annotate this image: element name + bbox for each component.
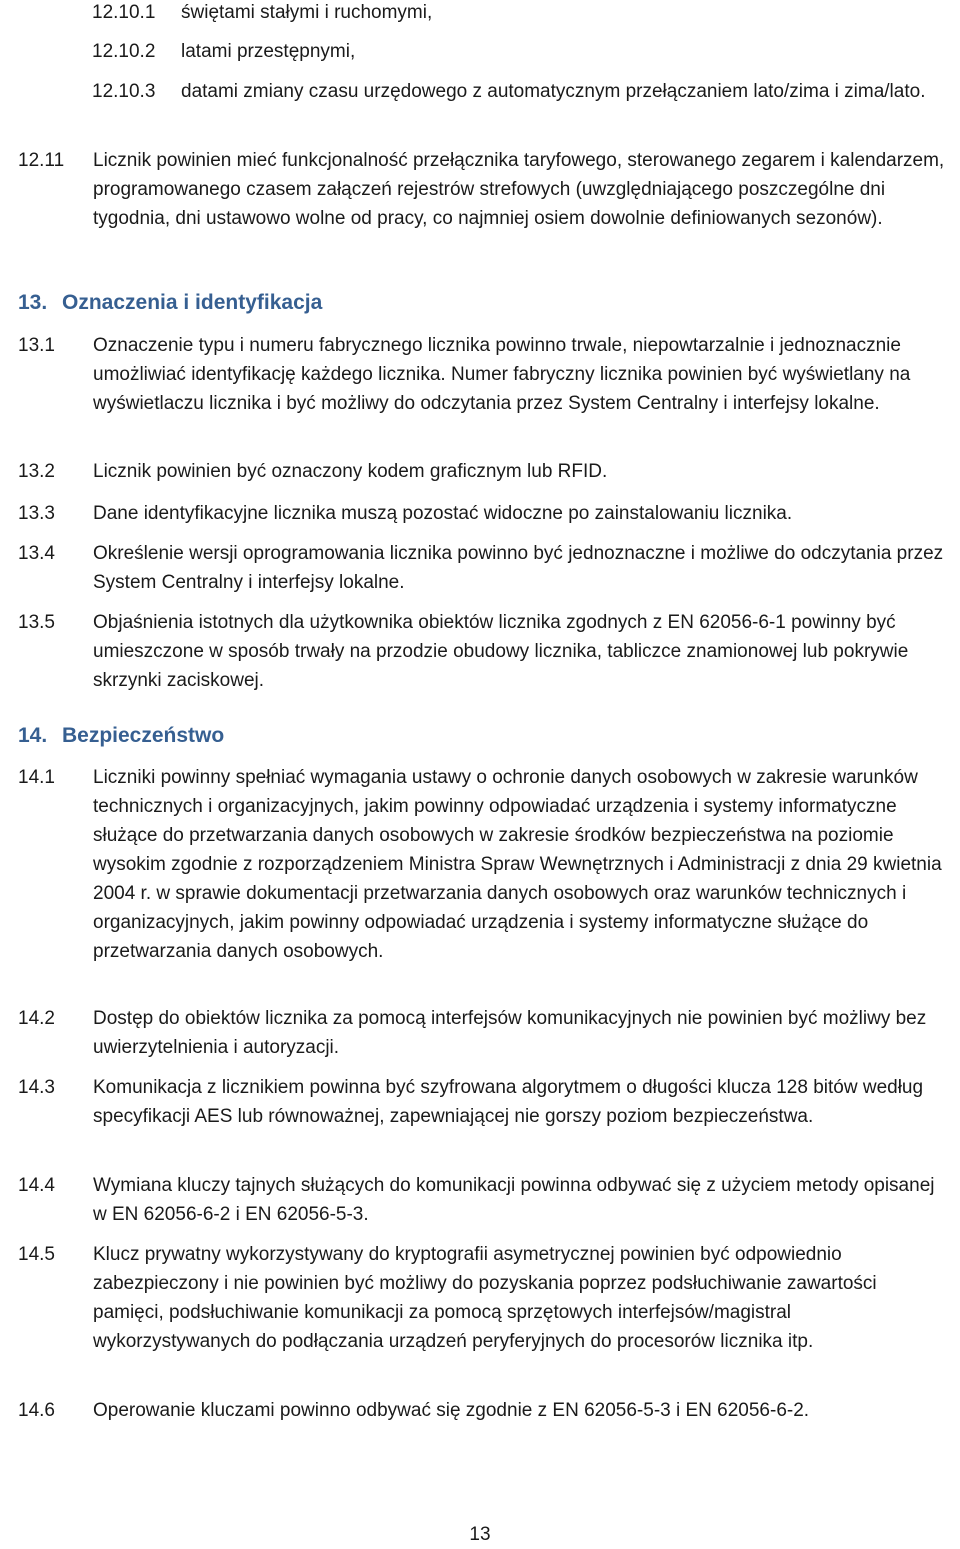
item-number: 14.6: [18, 1400, 55, 1421]
item-number: 14.2: [18, 1008, 55, 1029]
item-number: 13.5: [18, 612, 55, 633]
item-text: Licznik powinien mieć funkcjonalność przełącznika taryfowego, sterowanego zegarem i kalendarzem, programowanego czasem załączeń rejestrów strefowych (uwzględniającego poszczególne dni tygodnia, dni ustawowo wolne od pracy, co najmniej osiem dowolnie definiowanych sezonów).: [93, 150, 945, 229]
section-heading-14: [18, 721, 224, 751]
item-number: 14.4: [18, 1175, 55, 1196]
item-text: Wymiana kluczy tajnych służących do komunikacji powinna odbywać się z użyciem metody opisanej w EN 62056-6-2 i EN 62056-5-3.: [93, 1175, 935, 1225]
item-text: Licznik powinien być oznaczony kodem graficznym lub RFID.: [93, 461, 608, 482]
list-item: [92, 77, 930, 106]
list-item: [18, 1073, 946, 1131]
list-item: [18, 331, 946, 418]
item-number: 14.3: [18, 1077, 55, 1098]
item-number: 12.10.3: [92, 81, 156, 102]
item-number: 14.5: [18, 1244, 55, 1265]
list-item: [18, 499, 946, 528]
list-item: [18, 457, 946, 486]
section-number: 13.: [18, 291, 48, 314]
item-number: 12.11: [18, 150, 65, 171]
section-title: Oznaczenia i identyfikacja: [62, 291, 323, 314]
section-title: Bezpieczeństwo: [62, 724, 225, 747]
list-item: [18, 146, 946, 233]
item-text: Liczniki powinny spełniać wymagania ustawy o ochronie danych osobowych w zakresie warunków technicznych i organizacyjnych, jakim powinny odpowiadać urządzenia i systemy informatyczne służące do przetwarzania danych osobowych w zakresie środków bezpieczeństwa na poziomie wysokim zgodnie z rozporządzeniem Ministra Spraw Wewnętrznych i Administracji z dnia 29 kwietnia 2004 r. w sprawie dokumentacji przetwarzania danych osobowych oraz warunków technicznych i organizacyjnych, jakim powinny odpowiadać urządzenia i systemy informatyczne służące do przetwarzania danych osobowych.: [93, 767, 942, 962]
item-number: 12.10.1: [92, 2, 156, 23]
item-text: Dostęp do obiektów licznika za pomocą interfejsów komunikacyjnych nie powinien być możliwy bez uwierzytelnienia i autoryzacji.: [93, 1008, 927, 1058]
list-item: [92, 0, 930, 27]
item-text: Operowanie kluczami powinno odbywać się zgodnie z EN 62056-5-3 i EN 62056-6-2.: [93, 1400, 810, 1421]
item-number: 13.1: [18, 335, 55, 356]
list-item: [18, 539, 946, 597]
list-item: [92, 37, 930, 66]
list-item: [18, 608, 946, 695]
section-heading-13: [18, 288, 322, 318]
item-text: świętami stałymi i ruchomymi,: [181, 2, 433, 23]
page-number: 13: [469, 1524, 491, 1545]
item-text: latami przestępnymi,: [181, 41, 356, 62]
item-text: Dane identyfikacyjne licznika muszą pozostać widoczne po zainstalowaniu licznika.: [93, 503, 793, 524]
list-item: [18, 1240, 946, 1356]
item-number: 13.2: [18, 461, 55, 482]
item-number: 12.10.2: [92, 41, 156, 62]
item-number: 14.1: [18, 767, 55, 788]
item-text: Klucz prywatny wykorzystywany do kryptografii asymetrycznej powinien być odpowiednio zabezpieczony i nie powinien być możliwy do pozyskania poprzez podsłuchiwanie zawartości pamięci, podsłuchiwanie komunikacji za pomocą sprzętowych interfejsów/magistral wykorzystywanych do podłączania urządzeń peryferyjnych do procesorów licznika itp.: [93, 1244, 877, 1352]
item-text: Określenie wersji oprogramowania licznika powinno być jednoznaczne i możliwe do odczytania przez System Centralny i interfejsy lokalne.: [93, 543, 944, 593]
item-text: Komunikacja z licznikiem powinna być szyfrowana algorytmem o długości klucza 128 bitów według specyfikacji AES lub równoważnej, zapewniającej nie gorszy poziom bezpieczeństwa.: [93, 1077, 924, 1127]
item-text: datami zmiany czasu urzędowego z automatycznym przełączaniem lato/zima i zima/lato.: [181, 81, 926, 102]
item-text: Objaśnienia istotnych dla użytkownika obiektów licznika zgodnych z EN 62056-6-1 powinny być umieszczone w sposób trwały na przodzie obudowy licznika, tabliczce znamionowej lub pokrywie skrzynki zaciskowej.: [93, 612, 909, 691]
section-number: 14.: [18, 724, 48, 747]
list-item: [18, 1171, 946, 1229]
list-item: [18, 1396, 946, 1425]
item-number: 13.3: [18, 503, 55, 524]
list-item: [18, 763, 946, 966]
item-number: 13.4: [18, 543, 55, 564]
item-text: Oznaczenie typu i numeru fabrycznego licznika powinno trwale, niepowtarzalnie i jednoznacznie umożliwiać identyfikację każdego licznika. Numer fabryczny licznika powinien być wyświetlany na wyświetlaczu licznika i być możliwy do odczytania przez System Centralny i interfejsy lokalne.: [93, 335, 911, 414]
list-item: [18, 1004, 946, 1062]
